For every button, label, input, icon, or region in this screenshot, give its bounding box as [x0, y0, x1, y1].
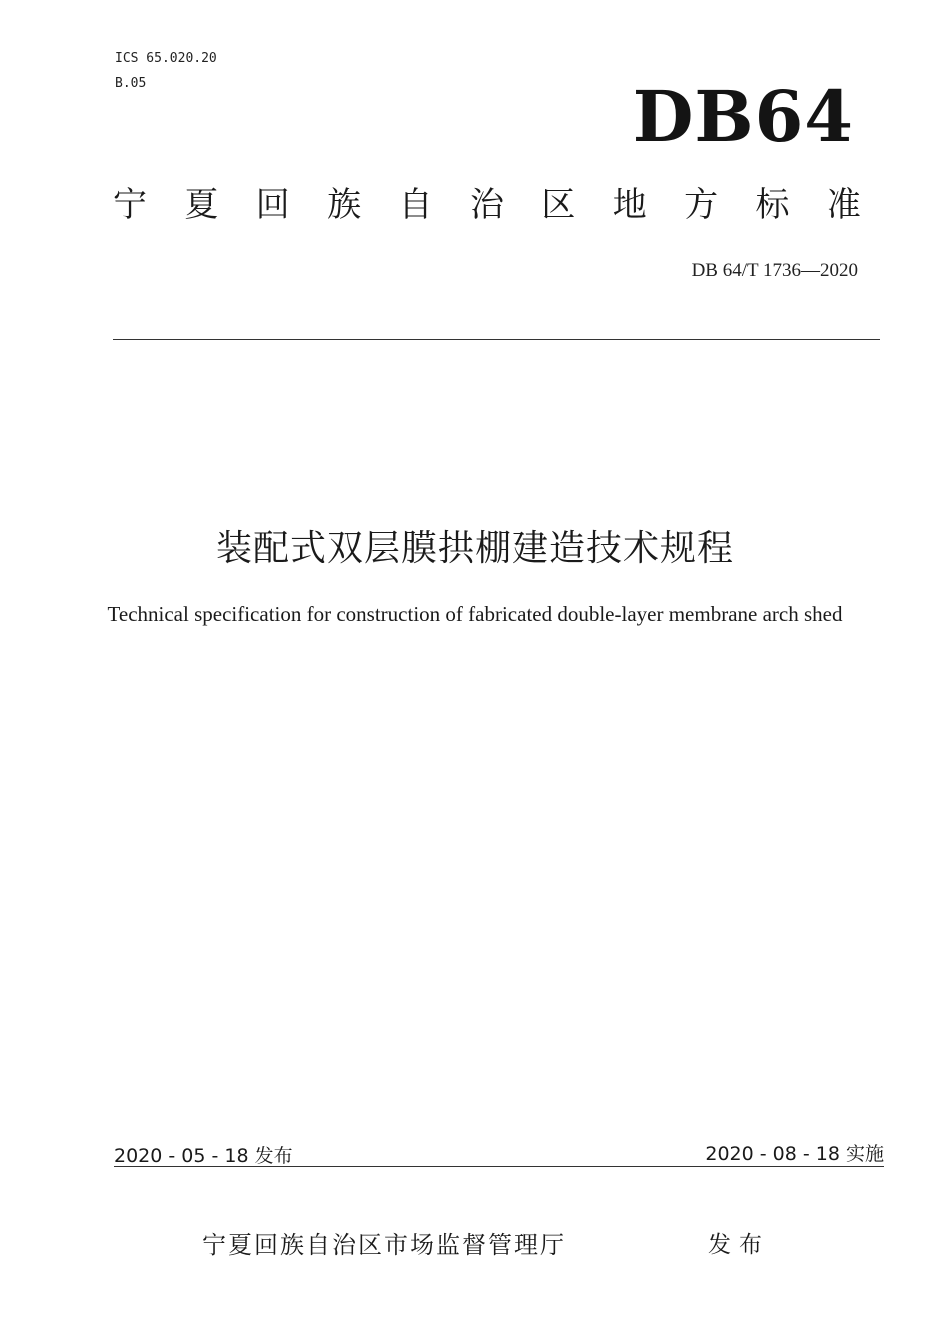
standard-type-char: 地	[612, 185, 647, 225]
publisher-name: 宁夏回族自治区市场监督管理厅	[202, 1231, 566, 1259]
standard-type-char: 宁	[113, 185, 147, 225]
standard-type-char: 回	[255, 185, 290, 225]
standard-type-char: 自	[398, 185, 433, 225]
standard-type-char: 方	[684, 185, 719, 225]
standard-type-char: 准	[826, 185, 861, 225]
implementation-date: 2020 - 08 - 18 实施	[705, 1143, 884, 1165]
ics-code: ICS 65.020.20	[115, 51, 217, 66]
db64-logo: DB64	[632, 75, 854, 158]
top-divider	[113, 339, 880, 340]
standard-type-char: 区	[541, 185, 576, 225]
standard-type-char: 族	[327, 185, 362, 225]
standard-type-char: 夏	[184, 185, 219, 225]
standard-type-char: 治	[469, 185, 504, 225]
issue-date: 2020 - 05 - 18 发布	[114, 1145, 293, 1167]
standard-type-heading	[113, 185, 861, 225]
document-title-english: Technical specification for construction of fabricated double-layer membrane arch shed	[107, 602, 843, 626]
document-title-chinese: 装配式双层膜拱棚建造技术规程	[215, 528, 734, 569]
standard-number: DB 64/T 1736—2020	[691, 260, 858, 281]
bottom-divider	[114, 1166, 884, 1167]
ccs-code: B.05	[115, 76, 147, 91]
standard-type-char: 标	[755, 185, 790, 225]
publisher-action: 发布	[708, 1232, 770, 1258]
